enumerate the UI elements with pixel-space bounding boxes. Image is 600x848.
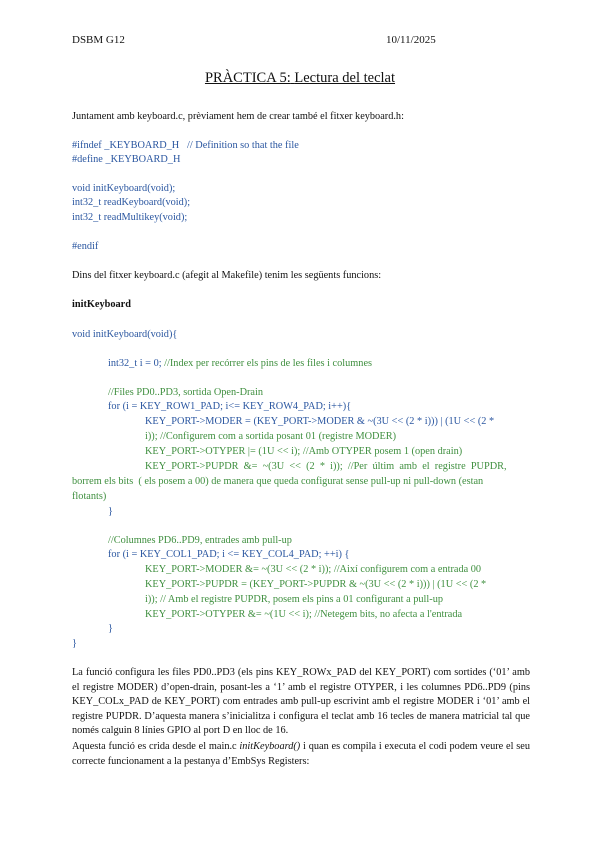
- code-signature: void initKeyboard(void){: [72, 329, 178, 340]
- code-rows-line4: KEY_PORT->PUPDR &= ~(3U << (2 * i)); //Per últim amb el registre PUPDR,: [145, 461, 507, 472]
- page-title: [0, 70, 600, 87]
- header-date: 10/11/2025: [386, 34, 436, 46]
- code-func-close: }: [72, 638, 77, 649]
- title-rest: Lectura del teclat: [294, 70, 396, 86]
- paragraph2-before: Aquesta funció es crida desde el main.c: [72, 741, 240, 752]
- code-decl-init: void initKeyboard(void);: [72, 183, 176, 194]
- paragraph2-emph: initKeyboard(): [239, 741, 301, 752]
- code-ifndef: #ifndef _KEYBOARD_H // Definition so that the file: [72, 140, 299, 151]
- code-define: #define _KEYBOARD_H: [72, 154, 181, 165]
- title-prefix: PRÀCTICA 5:: [204, 70, 291, 86]
- paragraph-main-call: [72, 740, 530, 769]
- code-cols-close: }: [108, 623, 113, 634]
- code-rows-for: for (i = KEY_ROW1_PAD; i<= KEY_ROW4_PAD; i++){: [108, 401, 352, 412]
- code-cols-line3: i)); // Amb el registre PUPDR, posem els pins a 01 configurant a pull-up: [145, 594, 443, 605]
- header-author: DSBM G12: [72, 34, 125, 46]
- code-rows-line1: KEY_PORT->MODER = (KEY_PORT->MODER & ~(3U << (2 * i))) | (1U << (2 *: [145, 416, 495, 427]
- intro-text: Juntament amb keyboard.c, prèviament hem de crear també el fitxer keyboard.h:: [72, 111, 404, 122]
- code-cols-line4: KEY_PORT->OTYPER &= ~(1U << i); //Netegem bits, no afecta a l'entrada: [145, 609, 463, 620]
- code-decl-comment: //Index per recórrer els pins de les files i columnes: [164, 358, 373, 369]
- code-rows-close: }: [108, 506, 113, 517]
- code-decl-read: int32_t readKeyboard(void);: [72, 197, 191, 208]
- paragraph-description: La funció configura les files PD0..PD3 (els pins KEY_ROWx_PAD del KEY_PORT) com sortides (‘01’ amb el registre MODER) d’open-drain, posant-les a ‘1’ amb el registre OTYPER, i les columnes PD6..PD9 (pins KEY_COLx_PAD de KEY_PORT) com entrades amb pull-up escrivint amb el registre MODER i ‘01’ amb el registre PUPDR. D’aquesta manera s’inicialitza i configura el teclat amb 16 tecles de manera matricial tal que només calguin 8 línies GPIO al port D en lloc de 16.: [72, 667, 530, 736]
- code-decl-multi: int32_t readMultikey(void);: [72, 212, 188, 223]
- code-cols-line2: KEY_PORT->PUPDR = (KEY_PORT->PUPDR & ~(3U << (2 * i))) | (1U << (2 *: [145, 579, 487, 590]
- code-rows-line5: borrem els bits ( els posem a 00) de manera que queda configurat sense pull-up ni pull-down (estan: [72, 476, 484, 487]
- code-cols-comment: //Columnes PD6..PD9, entrades amb pull-up: [108, 535, 292, 546]
- code-cols-line1: KEY_PORT->MODER &= ~(3U << (2 * i)); //Així configurem com a entrada 00: [145, 564, 482, 575]
- code-rows-line3: KEY_PORT->OTYPER |= (1U << i); //Amb OTYPER posem 1 (open drain): [145, 446, 463, 457]
- code-decl: int32_t i = 0;: [108, 358, 165, 369]
- code-rows-line6: flotants): [72, 491, 107, 502]
- code-endif: #endif: [72, 241, 99, 252]
- code-rows-line2: i)); //Configurem com a sortida posant 01 (registre MODER): [145, 431, 397, 442]
- paragraph2-after: i quan es compila i executa el codi podem veure el seu correcte funcionament a la pestanya d’EmbSys Registers:: [72, 741, 530, 767]
- code-decl-line: [108, 357, 372, 371]
- code-rows-comment: //Files PD0..PD3, sortida Open-Drain: [108, 387, 264, 398]
- functions-intro: Dins del fitxer keyboard.c (afegit al Makefile) tenim les següents funcions:: [72, 270, 382, 281]
- code-cols-for: for (i = KEY_COL1_PAD; i <= KEY_COL4_PAD; ++i) {: [108, 549, 350, 560]
- section-title: initKeyboard: [72, 299, 131, 310]
